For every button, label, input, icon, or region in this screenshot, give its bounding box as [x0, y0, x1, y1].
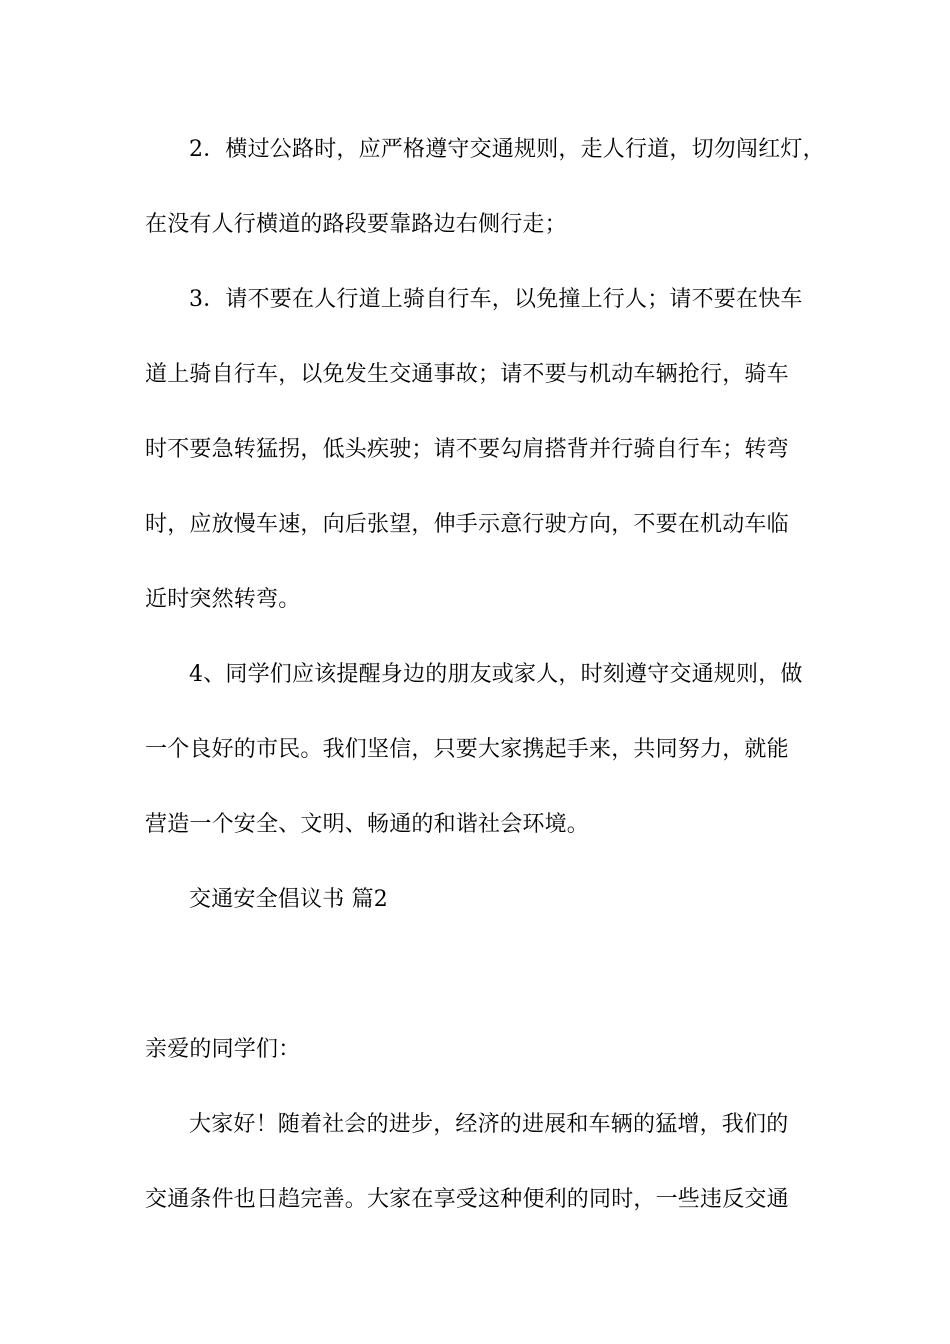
paragraph-item-2-line-2: 在没有人行横道的路段要靠路边右侧行走；: [145, 212, 567, 237]
salutation: 亲爱的同学们：: [145, 1037, 301, 1062]
paragraph-item-3-line-3: 时不要急转猛拐，低头疾驶；请不要勾肩搭背并行骑自行车；转弯: [145, 437, 789, 462]
paragraph-item-3-line-4: 时，应放慢车速，向后张望，伸手示意行驶方向，不要在机动车临: [145, 512, 789, 537]
paragraph-item-4-line-3: 营造一个安全、文明、畅通的和谐社会环境。: [145, 812, 590, 837]
paragraph-item-4-line-2: 一个良好的市民。我们坚信，只要大家携起手来，共同努力，就能: [145, 737, 789, 762]
body-paragraph-line-1: 大家好！随着社会的进步，经济的进展和车辆的猛增，我们的: [189, 1112, 789, 1137]
paragraph-item-3-line-2: 道上骑自行车，以免发生交通事故；请不要与机动车辆抢行，骑车: [145, 362, 789, 387]
body-paragraph-line-2: 交通条件也日趋完善。大家在享受这种便利的同时，一些违反交通: [145, 1187, 789, 1212]
paragraph-item-3-line-5: 近时突然转弯。: [145, 587, 301, 612]
paragraph-item-3-line-1: 3．请不要在人行道上骑自行车，以免撞上行人；请不要在快车: [189, 287, 803, 312]
paragraph-item-4-line-1: 4、同学们应该提醒身边的朋友或家人，时刻遵守交通规则，做: [189, 662, 803, 687]
paragraph-item-2-line-1: 2．横过公路时，应严格遵守交通规则，走人行道，切勿闯红灯，: [189, 137, 825, 162]
section-title: 交通安全倡议书 篇2: [189, 887, 388, 912]
